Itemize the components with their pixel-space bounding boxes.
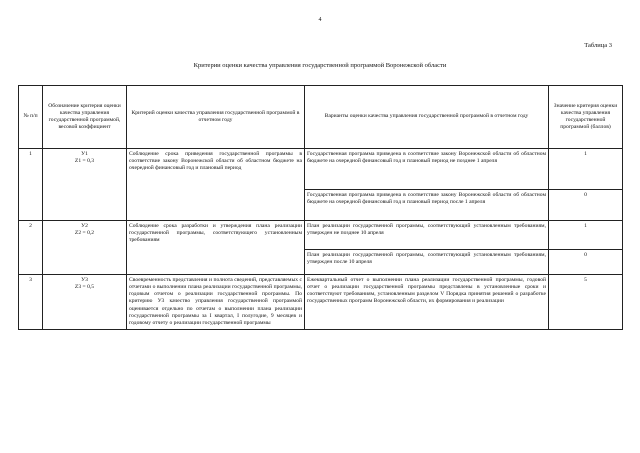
header-value: Значение критерия оценки качества управления государственной программой (баллов) — [549, 86, 623, 149]
table-row — [19, 221, 623, 250]
page-number: 4 — [318, 17, 322, 23]
variant-score: 5 — [549, 275, 623, 330]
variant-score: 0 — [549, 250, 623, 275]
criterion-weight: Z1 = 0,3 — [74, 158, 95, 165]
criterion-designation — [43, 221, 127, 275]
header-num: № п/п — [19, 86, 43, 149]
variant-text: План реализации государственной программы, соответствующий установленным требованиям, утвержден после 10 апреля — [305, 250, 549, 275]
criterion-weight: Z3 = 0,5 — [74, 284, 95, 291]
criterion-description: Своевременность представления и полнота сведений, представляемых с отчетами о выполнении плана реализации государственной программы, годовым отчетом о реализации государственной программы. По критерию У3 качество управления государственной программой оценивается отдельно по отчетам о выполнении плана реализации государственной программы за I квартал, I полугодие, 9 месяцев и годовому отчету о реализации государственной программы — [127, 275, 305, 330]
criteria-table — [18, 85, 623, 330]
variant-text: Государственная программа приведена в соответствие закону Воронежской области об областном бюджете на очередной финансовый год и плановый период не позднее 1 апреля — [305, 149, 549, 190]
criterion-description: Соблюдение срока приведения государственной программы в соответствие закону Воронежской области об областном бюджете на очередной финансовый год и плановый период — [127, 149, 305, 221]
document-title: Критерии оценки качества управления государственной программой Воронежской области — [193, 62, 447, 69]
variant-score: 0 — [549, 190, 623, 221]
criterion-designation — [43, 275, 127, 330]
criterion-code: У1 — [81, 151, 88, 157]
variant-text: Государственная программа приведена в соответствие закону Воронежской области об областном бюджете на очередной финансовый год и плановый период после 1 апреля — [305, 190, 549, 221]
table-row — [19, 149, 623, 190]
criterion-weight: Z2 = 0,2 — [74, 230, 95, 237]
criterion-code: У2 — [81, 223, 88, 229]
variant-score: 1 — [549, 149, 623, 190]
header-variants: Варианты оценки качества управления государственной программой в отчетном году — [305, 86, 549, 149]
row-number: 2 — [19, 221, 43, 275]
table-header-row — [19, 86, 623, 149]
row-number: 3 — [19, 275, 43, 330]
criterion-code: У3 — [81, 277, 88, 283]
header-designation: Обозначение критерия оценки качества управления государственной программой, весовой коэффициент — [43, 86, 127, 149]
header-criterion: Критерий оценки качества управления государственной программой в отчетном году — [127, 86, 305, 149]
criterion-designation — [43, 149, 127, 221]
variant-score: 1 — [549, 221, 623, 250]
variant-text: Ежеквартальный отчет о выполнении плана реализации государственной программы, годовой отчет о реализации государственной программы представлены в установленные сроки и соответствуют требованиям, установленным разделом V Порядка принятия решений о разработке государственных программ Воронежской области, их формирования и реализации — [305, 275, 549, 330]
row-number: 1 — [19, 149, 43, 221]
criterion-description: Соблюдение срока разработки и утверждения плана реализации государственной программы, соответствующего установленным требованиям — [127, 221, 305, 275]
variant-text: План реализации государственной программы, соответствующий установленным требованиям, утвержден не позднее 10 апреля — [305, 221, 549, 250]
table-row — [19, 275, 623, 330]
table-label: Таблица 3 — [584, 42, 612, 49]
